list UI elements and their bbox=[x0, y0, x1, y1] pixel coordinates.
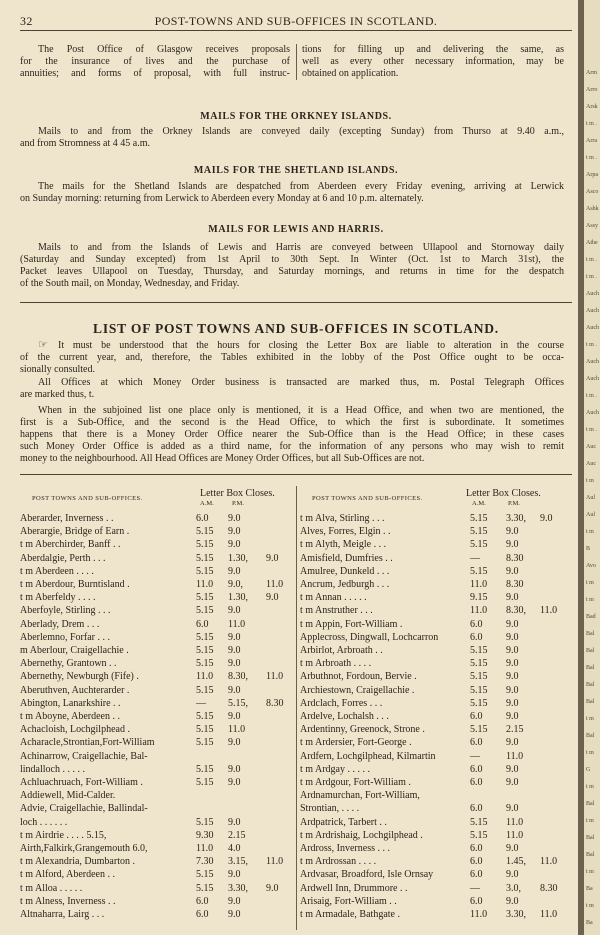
shetland-line: on Sunday morning: returning from Lerwick to Aberdeen every Monday at 6 and 10 p.m. alternately. bbox=[20, 193, 424, 204]
office-name: t m Airdrie . . . . 5.15, bbox=[20, 829, 107, 841]
closing-time: 11.0 bbox=[540, 605, 558, 617]
closing-time: 8.30 bbox=[506, 579, 524, 590]
closing-time: 5.15 bbox=[196, 631, 214, 643]
closing-time: 11.0 bbox=[266, 856, 284, 868]
closing-time: 9.0 bbox=[506, 539, 519, 551]
closing-time: 9.0 bbox=[228, 869, 241, 881]
orkney-line: Mails to and from the Orkney Islands are conveyed daily (excepting Sunday) from Thurso at 9.40 a.m., bbox=[38, 126, 564, 137]
note-line: It must be understood that the hours for closing the Letter Box are liable to alteration in the course bbox=[58, 340, 564, 351]
office-name: t m Alyth, Meigle . . . bbox=[300, 539, 387, 551]
office-name: Ancrum, Jedburgh . . . bbox=[300, 579, 390, 590]
closing-time: 5.15 bbox=[196, 711, 214, 722]
note-line: first is a Sub-Office, and the second is the Head Office, to which the first is subordinate. It sometimes bbox=[20, 417, 564, 428]
closing-time: — bbox=[470, 552, 480, 564]
closing-time: 5.15 bbox=[196, 816, 214, 828]
closing-time: 5.15 bbox=[470, 671, 488, 683]
orkney-title: MAILS FOR THE ORKNEY ISLANDS. bbox=[200, 111, 392, 122]
intro-right-line: obtained on application. bbox=[302, 68, 399, 79]
closing-time: 5.15 bbox=[196, 684, 214, 696]
office-name: t m Ardrishaig, Lochgilphead . bbox=[300, 829, 423, 841]
note-line: such Money Order Office is added as a third name, for the information of any persons who may wish to remit bbox=[20, 441, 564, 452]
closing-time: 5.15 bbox=[470, 816, 488, 828]
office-name: t m Aberchirder, Banff . . bbox=[20, 539, 121, 551]
closing-time: 8.30 bbox=[506, 552, 524, 564]
closing-time: 6.0 bbox=[470, 763, 483, 775]
edge-fragment: t m . bbox=[586, 393, 597, 399]
shetland-line: The mails for the Shetland Islands are despatched from Aberdeen every Friday evening, arriving at Lerwick bbox=[38, 181, 564, 192]
office-name: Arisaig, Fort-William . . bbox=[300, 895, 397, 907]
closing-time: 3.30, bbox=[228, 882, 248, 894]
office-name: Applecross, Dingwall, Lochcarron bbox=[300, 631, 439, 643]
edge-fragment: Aul bbox=[586, 495, 595, 501]
closing-time: 9.0 bbox=[506, 526, 519, 538]
closing-time: 1.30, bbox=[228, 592, 248, 604]
office-name: Ardentinny, Greenock, Strone . bbox=[300, 724, 425, 736]
office-name: Ardwell Inn, Drummore . . bbox=[300, 882, 408, 894]
closing-time: 1.30, bbox=[228, 552, 248, 564]
office-name: t m Alva, Stirling . . . bbox=[300, 513, 385, 524]
edge-fragment: Bal bbox=[586, 631, 595, 637]
intro-column-divider bbox=[296, 44, 297, 80]
edge-fragment: t m bbox=[586, 580, 594, 586]
right-office-heading: POST TOWNS AND SUB-OFFICES. bbox=[312, 495, 423, 502]
office-name: Addiewell, Mid-Calder. bbox=[20, 790, 116, 802]
office-name: Altnaharra, Lairg . . . bbox=[20, 909, 105, 920]
left-office-list bbox=[20, 513, 294, 933]
closing-time: 6.0 bbox=[470, 737, 483, 749]
closing-time: 6.0 bbox=[196, 618, 209, 630]
office-name: Ardclach, Forres . . . bbox=[300, 697, 383, 709]
closing-time: 9.0 bbox=[228, 684, 241, 696]
closing-time: 9.0 bbox=[228, 737, 241, 749]
right-pm-heading: P.M. bbox=[508, 500, 520, 507]
edge-fragment: Bal bbox=[586, 852, 595, 858]
closing-time: 11.0 bbox=[266, 671, 284, 683]
office-name: Amulree, Dunkeld . . . bbox=[300, 565, 390, 577]
left-closes-heading: Letter Box Closes. bbox=[200, 488, 275, 499]
closing-time: 11.0 bbox=[196, 579, 214, 590]
office-name: Ardnamurchan, Fort-William, bbox=[300, 790, 420, 802]
lewis-line: Packet leaves Ullapool on Tuesday, Thursday, and Saturday mornings, and returns in time for the despatch bbox=[20, 266, 564, 277]
closing-time: 9.0 bbox=[228, 526, 241, 538]
closing-time: 5.15 bbox=[196, 539, 214, 551]
closing-time: 9.0 bbox=[506, 565, 519, 577]
closing-time: 5.15 bbox=[470, 565, 488, 577]
left-am-heading: A.M. bbox=[200, 500, 214, 507]
office-name: t m Aboyne, Aberdeen . . bbox=[20, 711, 120, 722]
closing-time: 9.0 bbox=[506, 684, 519, 696]
closing-time: 8.30 bbox=[540, 882, 558, 894]
edge-fragment: Arsk bbox=[586, 104, 598, 110]
closing-time: 9.0 bbox=[506, 697, 519, 709]
office-name: Achluachruach, Fort-William . bbox=[20, 777, 143, 788]
office-name: t m Armadale, Bathgate . bbox=[300, 909, 400, 920]
closing-time: 3.0, bbox=[506, 882, 521, 894]
edge-fragment: Bal bbox=[586, 665, 595, 671]
edge-fragment: Ba bbox=[586, 920, 593, 926]
office-name: Ardpatrick, Tarbert . . bbox=[300, 816, 387, 828]
office-name: Ardelve, Lochalsh . . . bbox=[300, 711, 389, 722]
office-name: Ardfern, Lochgilphead, Kilmartin bbox=[300, 750, 436, 762]
closing-time: 11.0 bbox=[470, 909, 488, 920]
edge-fragment: Assy bbox=[586, 223, 599, 229]
edge-fragment: Bal bbox=[586, 801, 595, 807]
edge-fragment: Aul bbox=[586, 512, 595, 518]
closing-time: 9.0 bbox=[506, 631, 519, 643]
closing-time: 6.0 bbox=[470, 618, 483, 630]
office-name: t m Ardgour, Fort-William . bbox=[300, 777, 411, 788]
edge-fragment: Bal bbox=[586, 835, 595, 841]
closing-time: 11.0 bbox=[540, 856, 558, 868]
office-name: t m Arbroath . . . . bbox=[300, 658, 372, 670]
table-column-divider bbox=[296, 486, 297, 930]
office-name: t m Alloa . . . . . bbox=[20, 882, 83, 894]
closing-time: 1.45, bbox=[506, 856, 526, 868]
intro-left-line: for the insurance of lives and the purchase of bbox=[20, 56, 290, 67]
office-name: t m Anstruther . . . bbox=[300, 605, 373, 617]
closing-time: 8.30 bbox=[266, 697, 284, 709]
closing-time: 5.15 bbox=[196, 882, 214, 894]
closing-time: 9.0 bbox=[228, 658, 241, 670]
edge-fragment: Arpa bbox=[586, 172, 598, 178]
office-name: Arbirlot, Arbroath . . bbox=[300, 645, 383, 656]
edge-fragment: t m bbox=[586, 597, 594, 603]
closing-time: 9.0 bbox=[506, 803, 519, 815]
office-name: Airth,Falkirk,Grangemouth 6.0, bbox=[20, 843, 148, 854]
closing-time: 9.0 bbox=[228, 909, 241, 920]
office-name: Ardross, Inverness . . . bbox=[300, 843, 390, 854]
edge-fragment: Arro bbox=[586, 87, 598, 93]
closing-time: 3.15, bbox=[228, 856, 248, 868]
edge-fragment: t m . bbox=[586, 274, 597, 280]
closing-time: 6.0 bbox=[470, 895, 483, 907]
closing-time: 9.0 bbox=[228, 777, 241, 788]
office-name: t m Ardgay . . . . . bbox=[300, 763, 370, 775]
closing-time: 8.30, bbox=[506, 605, 526, 617]
office-name: Aberlemno, Forfar . . . bbox=[20, 631, 110, 643]
note-line: happens that there is a Money Order Office nearer the Sub-Office than is the Head Office; in these cases bbox=[20, 429, 564, 440]
closing-time: 9.0 bbox=[540, 513, 553, 524]
closing-time: 6.0 bbox=[470, 856, 483, 868]
closing-time: 9.0 bbox=[506, 671, 519, 683]
closing-time: 5.15 bbox=[196, 724, 214, 736]
closing-time: 11.0 bbox=[540, 909, 558, 920]
note-line: All Offices at which Money Order business is transacted are marked thus, m. Postal Telegraph Offices bbox=[38, 377, 564, 388]
office-name: t m Alexandria, Dumbarton . bbox=[20, 856, 135, 868]
office-name: t m Alford, Aberdeen . . bbox=[20, 869, 115, 881]
edge-fragment: Auc bbox=[586, 461, 596, 467]
edge-fragment: t m bbox=[586, 903, 594, 909]
closing-time: 6.0 bbox=[470, 631, 483, 643]
edge-fragment: t m bbox=[586, 529, 594, 535]
edge-fragment: Auch bbox=[586, 308, 599, 314]
closing-time: 9.0 bbox=[228, 513, 241, 524]
lewis-line: of the South mail, on Monday, Wednesday, and Friday. bbox=[20, 278, 240, 289]
closing-time: 9.0 bbox=[266, 592, 279, 604]
edge-fragment: Ba bbox=[586, 886, 593, 892]
closing-time: 9.0 bbox=[266, 882, 279, 894]
edge-fragment: Bal bbox=[586, 699, 595, 705]
office-name: Achinarrow, Craigellachie, Bal- bbox=[20, 750, 148, 762]
pointing-hand-icon: ☞ bbox=[38, 339, 48, 351]
closing-time: 5.15 bbox=[196, 565, 214, 577]
office-name: Abernethy, Newburgh (Fife) . bbox=[20, 671, 139, 683]
office-name: Ardvasar, Broadford, Isle Ornsay bbox=[300, 869, 434, 881]
closing-time: 5.15 bbox=[470, 697, 488, 709]
note-line: money to the neighbourhood. All Head Offices are Money Order Offices, but all Sub-Offices are not. bbox=[20, 453, 425, 464]
edge-fragment: t m . bbox=[586, 342, 597, 348]
closing-time: 9.0 bbox=[228, 645, 241, 656]
office-name: t m Aberdour, Burntisland . bbox=[20, 579, 130, 590]
closing-time: 5.15 bbox=[196, 869, 214, 881]
office-name: t m Alness, Inverness . . bbox=[20, 895, 116, 907]
edge-fragment: B bbox=[586, 546, 591, 552]
closing-time: 5.15 bbox=[470, 513, 488, 524]
edge-fragment: Arm bbox=[586, 70, 597, 76]
office-name: Abington, Lanarkshire . . bbox=[20, 697, 121, 709]
left-office-heading: POST TOWNS AND SUB-OFFICES. bbox=[32, 495, 143, 502]
office-name: Aberuthven, Auchterarder . bbox=[20, 684, 130, 696]
closing-time: 5.15 bbox=[470, 526, 488, 538]
closing-time: 6.0 bbox=[196, 909, 209, 920]
closing-time: 5.15 bbox=[196, 777, 214, 788]
office-name: Strontian, . . . . bbox=[300, 803, 360, 815]
closing-time: 9.0 bbox=[506, 895, 519, 907]
closing-time: 11.0 bbox=[228, 618, 246, 630]
office-name: Alves, Forres, Elgin . . bbox=[300, 526, 391, 538]
closing-time: 11.0 bbox=[266, 579, 284, 590]
closing-time: 9.0 bbox=[228, 816, 241, 828]
edge-fragment: t m bbox=[586, 784, 594, 790]
closing-time: 5.15 bbox=[196, 526, 214, 538]
office-name: Amisfield, Dumfries . . bbox=[300, 552, 393, 564]
edge-fragment: Bal bbox=[586, 733, 595, 739]
office-name: t m Aberdeen . . . . bbox=[20, 565, 94, 577]
orkney-line: and from Stromness at 4 45 a.m. bbox=[20, 138, 150, 149]
right-am-heading: A.M. bbox=[472, 500, 486, 507]
closing-time: 9.30 bbox=[196, 829, 214, 841]
intro-left-line: annuities; and forms of proposal, with full instruc- bbox=[20, 68, 290, 79]
office-name: t m Aberfeldy . . . . bbox=[20, 592, 96, 604]
office-name: Arbuthnot, Fordoun, Bervie . bbox=[300, 671, 417, 683]
edge-fragment: Auc bbox=[586, 444, 596, 450]
closing-time: — bbox=[196, 697, 206, 709]
office-name: lindalloch . . . . . bbox=[20, 763, 85, 775]
closing-time: 9.0 bbox=[228, 539, 241, 551]
intro-left-line: The Post Office of Glasgow receives proposals bbox=[38, 44, 290, 55]
closing-time: 9.0 bbox=[506, 592, 519, 604]
closing-time: 9.15 bbox=[470, 592, 488, 604]
edge-fragment: t m bbox=[586, 869, 594, 875]
closing-time: 5.15 bbox=[196, 737, 214, 749]
page-header bbox=[20, 14, 572, 31]
note-line: When in the subjoined list one place only is mentioned, it is a Head Office, and when two are mentioned, the bbox=[38, 405, 564, 416]
office-name: Aberlady, Drem . . . bbox=[20, 618, 100, 630]
closing-time: 9.0 bbox=[228, 631, 241, 643]
edge-fragment: Auch bbox=[586, 376, 599, 382]
closing-time: 11.0 bbox=[506, 829, 524, 841]
page-title: POST-TOWNS AND SUB-OFFICES IN SCOTLAND. bbox=[154, 14, 438, 28]
closing-time: 5.15 bbox=[470, 724, 488, 736]
edge-fragment: t m bbox=[586, 478, 594, 484]
edge-fragment: Bal bbox=[586, 648, 595, 654]
office-name: Aberdalgie, Perth . . . bbox=[20, 552, 106, 564]
office-name: t m Appin, Fort-William . bbox=[300, 618, 403, 630]
edge-fragment: Avo bbox=[586, 563, 596, 569]
edge-fragment: Auch bbox=[586, 359, 599, 365]
intro-right-line: tions for filling up and delivering the same, as bbox=[302, 44, 564, 55]
closing-time: 11.0 bbox=[506, 816, 524, 828]
closing-time: 6.0 bbox=[470, 803, 483, 815]
edge-fragment: t m bbox=[586, 818, 594, 824]
closing-time: 9.0 bbox=[228, 711, 241, 722]
office-name: m Aberlour, Craigellachie . bbox=[20, 645, 129, 656]
right-closes-heading: Letter Box Closes. bbox=[466, 488, 541, 499]
closing-time: 9.0 bbox=[228, 895, 241, 907]
closing-time: 5.15 bbox=[196, 645, 214, 656]
closing-time: 9.0 bbox=[506, 658, 519, 670]
closing-time: 9.0 bbox=[266, 552, 279, 564]
closing-time: 5.15 bbox=[470, 829, 488, 841]
closing-time: 4.0 bbox=[228, 843, 241, 854]
left-pm-heading: P.M. bbox=[232, 500, 244, 507]
closing-time: 5.15 bbox=[470, 684, 488, 696]
closing-time: 9.0 bbox=[228, 565, 241, 577]
closing-time: 5.15 bbox=[196, 592, 214, 604]
edge-fragment: Bal bbox=[586, 682, 595, 688]
closing-time: 6.0 bbox=[470, 711, 483, 722]
lewis-line: Mails to and from the Islands of Lewis and Harris are conveyed between Ullapool and Stornoway daily bbox=[38, 242, 564, 253]
edge-fragment: Auch bbox=[586, 291, 599, 297]
closing-time: — bbox=[470, 750, 480, 762]
office-name: Achacloish, Lochgilphead . bbox=[20, 724, 130, 736]
edge-fragment: Arra bbox=[586, 138, 597, 144]
closing-time: 5.15 bbox=[470, 539, 488, 551]
shetland-title: MAILS FOR THE SHETLAND ISLANDS. bbox=[193, 165, 399, 176]
closing-time: 3.30, bbox=[506, 513, 526, 524]
edge-fragment: Ashk bbox=[586, 206, 599, 212]
closing-time: 7.30 bbox=[196, 856, 214, 868]
edge-fragment: t m bbox=[586, 716, 594, 722]
closing-time: 9.0 bbox=[506, 869, 519, 881]
closing-time: — bbox=[470, 882, 480, 894]
closing-time: 11.0 bbox=[506, 750, 524, 762]
closing-time: 5.15 bbox=[470, 645, 488, 656]
closing-time: 2.15 bbox=[228, 829, 246, 841]
closing-time: 8.30, bbox=[228, 671, 248, 683]
right-office-list bbox=[300, 513, 574, 933]
closing-time: 5.15 bbox=[196, 605, 214, 617]
note-line: sionally consulted. bbox=[20, 364, 95, 375]
closing-time: 5.15 bbox=[196, 658, 214, 670]
intro-right-line: well as every other necessary information, may be bbox=[302, 56, 564, 67]
closing-time: 3.30, bbox=[506, 909, 526, 920]
office-name: t m Ardrossan . . . . bbox=[300, 856, 377, 868]
closing-time: 9.0 bbox=[506, 737, 519, 749]
office-name: t m Ardersier, Fort-George . bbox=[300, 737, 412, 749]
closing-time: 11.0 bbox=[196, 671, 214, 683]
lewis-line: (Saturday and Sunday excepted) from 1st April to 30th Sept. In Winter (Oct. 1st to March 31st), the bbox=[20, 254, 564, 265]
section-rule bbox=[20, 302, 572, 303]
edge-fragment: Auch bbox=[586, 325, 599, 331]
office-name: Aberfoyle, Stirling . . . bbox=[20, 605, 111, 617]
note-line: are marked thus, t. bbox=[20, 389, 95, 400]
edge-fragment: t m . bbox=[586, 155, 597, 161]
closing-time: 9.0 bbox=[228, 763, 241, 775]
closing-time: 9.0 bbox=[506, 618, 519, 630]
office-name: Aberargie, Bridge of Earn . bbox=[20, 526, 130, 538]
closing-time: 5.15 bbox=[470, 658, 488, 670]
edge-fragment: G bbox=[586, 767, 591, 773]
edge-fragment: t m . bbox=[586, 427, 597, 433]
office-name: Archiestown, Craigellachie . bbox=[300, 684, 415, 696]
list-title: LIST OF POST TOWNS AND SUB-OFFICES IN SCOTLAND. bbox=[93, 321, 499, 336]
closing-time: 5.15 bbox=[196, 763, 214, 775]
closing-time: 11.0 bbox=[470, 579, 488, 590]
office-name: Abernethy, Grantown . . bbox=[20, 658, 117, 670]
note-line: of the current year, and, therefore, the Tables exhibited in the lobby of the Post Office ought to be occa- bbox=[20, 352, 564, 363]
edge-fragment: t m bbox=[586, 750, 594, 756]
closing-time: 6.0 bbox=[470, 843, 483, 854]
page-number: 32 bbox=[20, 14, 33, 28]
closing-time: 5.15, bbox=[228, 697, 248, 709]
adjacent-page-edge bbox=[584, 0, 600, 935]
closing-time: 11.0 bbox=[470, 605, 488, 617]
edge-fragment: Asco bbox=[586, 189, 599, 195]
office-name: loch . . . . . . bbox=[20, 816, 68, 828]
closing-time: 11.0 bbox=[196, 843, 214, 854]
office-name: Advie, Craigellachie, Ballindal- bbox=[20, 803, 148, 815]
closing-time: 9.0 bbox=[506, 777, 519, 788]
edge-fragment: Auch bbox=[586, 410, 599, 416]
closing-time: 9.0 bbox=[506, 843, 519, 854]
closing-time: 6.0 bbox=[470, 777, 483, 788]
closing-time: 11.0 bbox=[228, 724, 246, 736]
closing-time: 6.0 bbox=[196, 895, 209, 907]
closing-time: 6.0 bbox=[196, 513, 209, 524]
edge-fragment: Bad bbox=[586, 614, 596, 620]
closing-time: 6.0 bbox=[470, 869, 483, 881]
closing-time: 9.0 bbox=[506, 763, 519, 775]
edge-fragment: t m . bbox=[586, 257, 597, 263]
closing-time: 9.0, bbox=[228, 579, 243, 590]
office-name: t m Annan . . . . . bbox=[300, 592, 367, 604]
closing-time: 5.15 bbox=[196, 552, 214, 564]
closing-time: 9.0 bbox=[228, 605, 241, 617]
closing-time: 2.15 bbox=[506, 724, 524, 736]
office-name: Acharacle,Strontian,Fort-William bbox=[20, 737, 155, 749]
edge-fragment: t m . bbox=[586, 121, 597, 127]
lewis-title: MAILS FOR LEWIS AND HARRIS. bbox=[208, 224, 384, 235]
office-name: Aberarder, Inverness . . bbox=[20, 513, 114, 524]
closing-time: 9.0 bbox=[506, 645, 519, 656]
closing-time: 9.0 bbox=[506, 711, 519, 722]
table-top-rule bbox=[20, 474, 572, 475]
edge-fragment: Athe bbox=[586, 240, 598, 246]
